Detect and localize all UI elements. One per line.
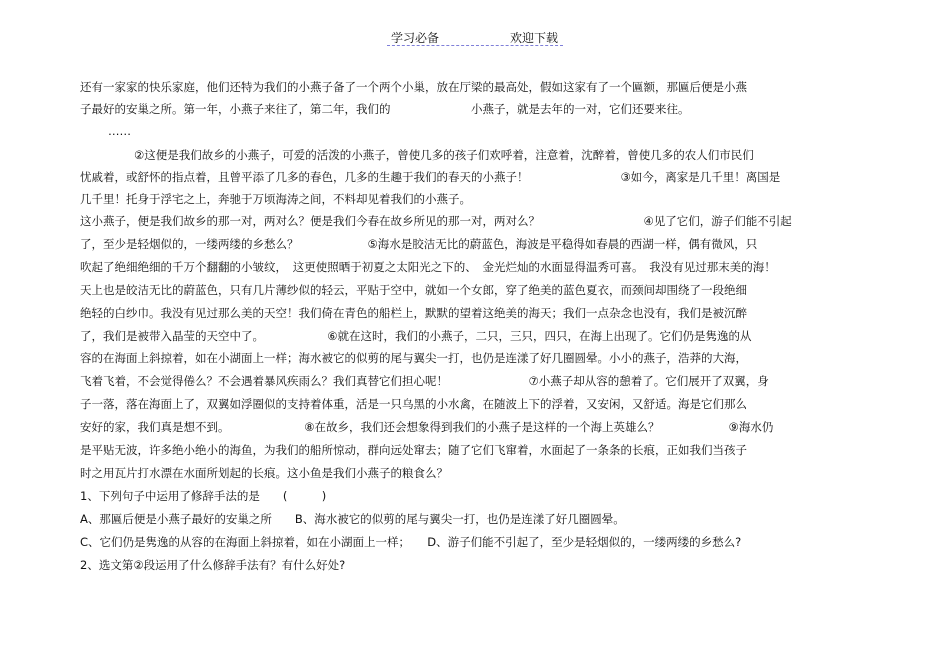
text-line: 子一落，落在海面上了，双翼如浮圈似的支持着体重，活是一只乌黑的小水禽，在随波上下的浮着，又安闲，又舒适。海是它们那么 xyxy=(80,397,747,411)
text-line: 安好的家，我们真是想不到。 ⑧在故乡，我们还会想象得到我们的小燕子是这样的一个海上英雄么？ ⑨海水仍 xyxy=(80,420,774,434)
text-line: 天上也是皎洁无比的蔚蓝色，只有几片薄纱似的轻云，平贴于空中，就如一个女郎，穿了绝美的蓝色夏衣，而颈间却围绕了一段绝细 xyxy=(80,283,747,297)
text-line: 忧戚着，或舒怀的指点着，且曾平添了几多的春色，几多的生趣于我们的春天的小燕子！ ③如今，离家是几千里！离国是 xyxy=(80,170,781,184)
question-1-options-ab: A、那匾后便是小燕子最好的安巢之所 B、海水被它的似剪的尾与翼尖一打，也仍是连漾了好几圈圆晕。 xyxy=(80,512,625,526)
text-line: 吹起了绝细绝细的千万个翻翻的小皱纹， 这更使照晒于初夏之太阳光之下的、 金光烂灿的水面显得温秀可喜。 我没有见过那末美的海！ xyxy=(80,260,776,274)
header-underline xyxy=(387,45,563,46)
text-line: 了，至少是轻烟似的，一缕两缕的乡愁么？ ⑤海水是胶洁无比的蔚蓝色，海波是平稳得如春晨的西湖一样，偶有微风，只 xyxy=(80,237,758,251)
question-2: 2、选文第②段运用了什么修辞手法有？有什么好处? xyxy=(80,558,346,572)
text-line: 容的在海面上斜掠着，如在小湖面上一样；海水被它的似剪的尾与翼尖一打，也仍是连漾了好几圈圆晕。小小的燕子，浩莽的大海， xyxy=(80,351,747,365)
text-line: 几千里！托身于浮宅之上，奔驰于万顷海涛之间，不料却见着我们的小燕子。 xyxy=(80,192,471,206)
header-left-text: 学习必备 xyxy=(391,31,440,45)
text-line: ②这便是我们故乡的小燕子，可爱的活泼的小燕子，曾使几多的孩子们欢呼着，注意着，沈醉着，曾使几多的农人们市民们 xyxy=(134,148,754,162)
text-line: …… xyxy=(108,124,131,138)
text-line: 时之用瓦片打水漂在水面所划起的长痕。这小鱼是我们小燕子的粮食么？ xyxy=(80,466,448,480)
header-right-text: 欢迎下载 xyxy=(510,31,559,45)
text-line: 飞着飞着，不会觉得倦么？不会遇着暴风疾雨么？我们真替它们担心呢！ ⑦小燕子却从容的憩着了。它们展开了双翼，身 xyxy=(80,374,769,388)
text-line: 是平贴无波，许多绝小绝小的海鱼，为我们的船所惊动，群向远处窜去；随了它们飞窜着，水面起了一条条的长痕，正如我们当孩子 xyxy=(80,443,747,457)
text-line: 绝轻的白纱巾。我没有见过那么美的天空！我们倚在青色的船栏上，默默的望着这绝美的海天；我们一点杂念也没有，我们是被沉醉 xyxy=(80,306,747,320)
text-line: 子最好的安巢之所。第一年，小燕子来往了，第二年，我们的 小燕子，就是去年的一对，它们还要来往。 xyxy=(80,102,690,116)
question-1: 1、下列句子中运用了修辞手法的是 ( ) xyxy=(80,489,327,503)
page-header xyxy=(387,29,563,47)
question-1-options-cd: C、它们仍是隽逸的从容的在海面上斜掠着，如在小湖面上一样； D、游子们能不引起了，至少是轻烟似的，一缕两缕的乡愁么? xyxy=(80,535,742,549)
text-line: 还有一家家的快乐家庭，他们还特为我们的小燕子备了一个两个小巢，放在厅梁的最高处，假如这家有了一个匾额，那匾后便是小燕 xyxy=(80,80,747,94)
text-line: 了，我们是被带入晶莹的天空中了。 ⑥就在这时，我们的小燕子，二只，三只，四只，在海上出现了。它们仍是隽逸的从 xyxy=(80,329,752,343)
text-line: 这小燕子，便是我们故乡的那一对，两对么？便是我们今春在故乡所见的那一对，两对么？ ④见了它们，游子们能不引起 xyxy=(80,214,792,228)
